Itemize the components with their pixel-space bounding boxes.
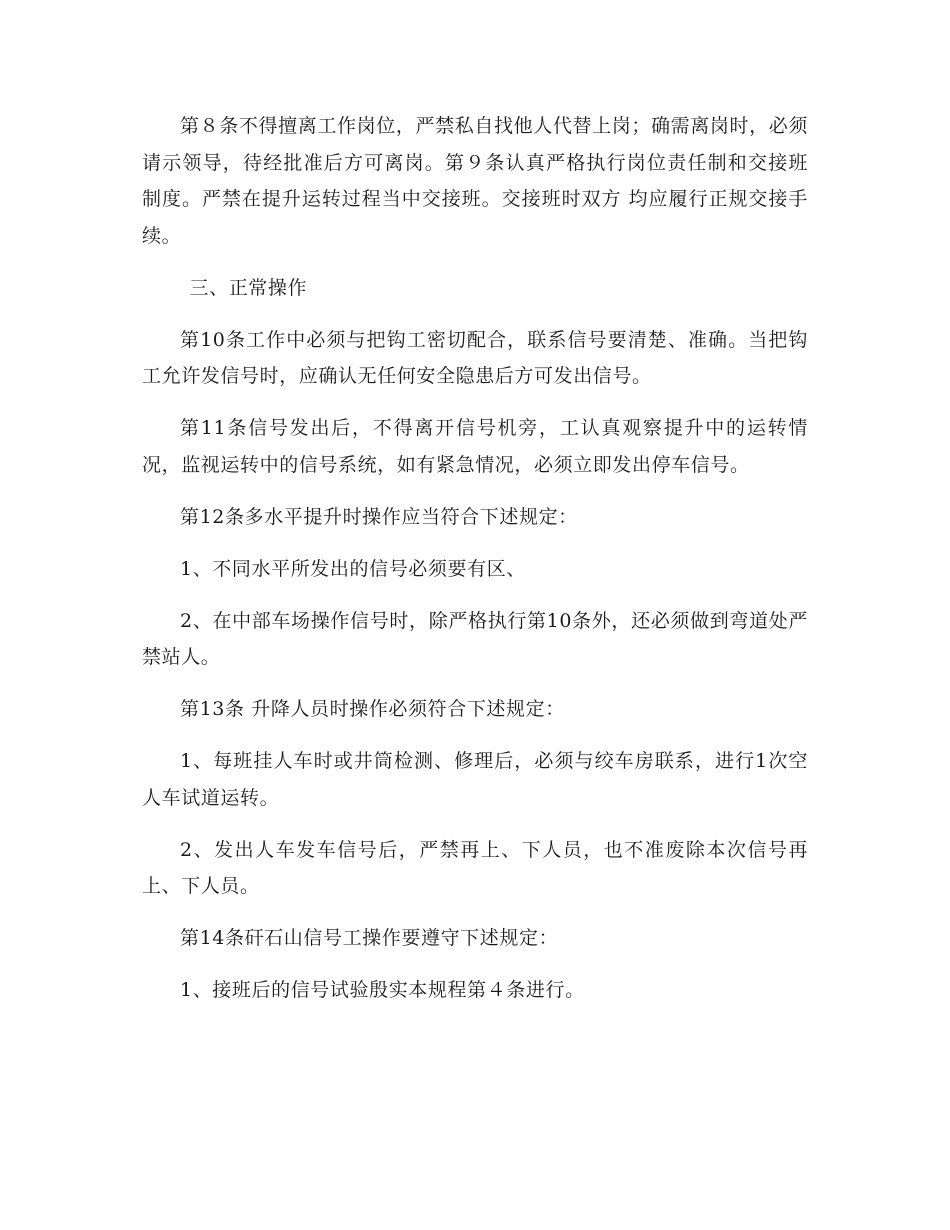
paragraph-article-14: 第14条矸石山信号工操作要遵守下述规定： <box>180 927 559 949</box>
document-body <box>142 108 808 1024</box>
paragraph-article-12: 第12条多水平提升时操作应当符合下述规定： <box>180 505 578 528</box>
paragraph-article-11: 第11条信号发出后，不得离开信号机旁，工认真观察提升中的运转情况，监视运转中的信号系统，如有紧急情况，必须立即发出停车信号。 <box>142 417 808 476</box>
section-heading-normal-operation: 三、正常操作 <box>189 276 308 299</box>
paragraph-article-10: 第10条工作中必须与把钩工密切配合，联系信号要清楚、准确。当把钩工允许发信号时，应确认无任何安全隐患后方可发出信号。 <box>142 328 808 387</box>
paragraph-article-12-item-1: 1、不同水平所发出的信号必须要有区、 <box>180 557 526 580</box>
paragraph-article-13-item-2: 2、发出人车发车信号后，严禁再上、下人员，也不准废除本次信号再上、下人员。 <box>142 838 808 897</box>
paragraph-article-14-item-1: 1、接班后的信号试验殷实本规程第４条进行。 <box>180 979 585 1001</box>
paragraph-article-13: 第13条 升降人员时操作必须符合下述规定： <box>180 698 565 720</box>
paragraph-article-13-item-1: 1、每班挂人车时或井筒检测、修理后，必须与绞车房联系，进行1次空人车试道运转。 <box>142 750 808 809</box>
paragraph-article-12-item-2: 2、在中部车场操作信号时，除严格执行第10条外，还必须做到弯道处严禁站人。 <box>142 609 808 668</box>
paragraph-article-8-9: 第８条不得擅离工作岗位，严禁私自找他人代替上岗；确需离岗时，必须请示领导，待经批准后方可离岗。第９条认真严格执行岗位责任制和交接班制度。严禁在提升运转过程当中交接班。交接班时双方 均应履行正规交接手续。 <box>142 115 808 247</box>
